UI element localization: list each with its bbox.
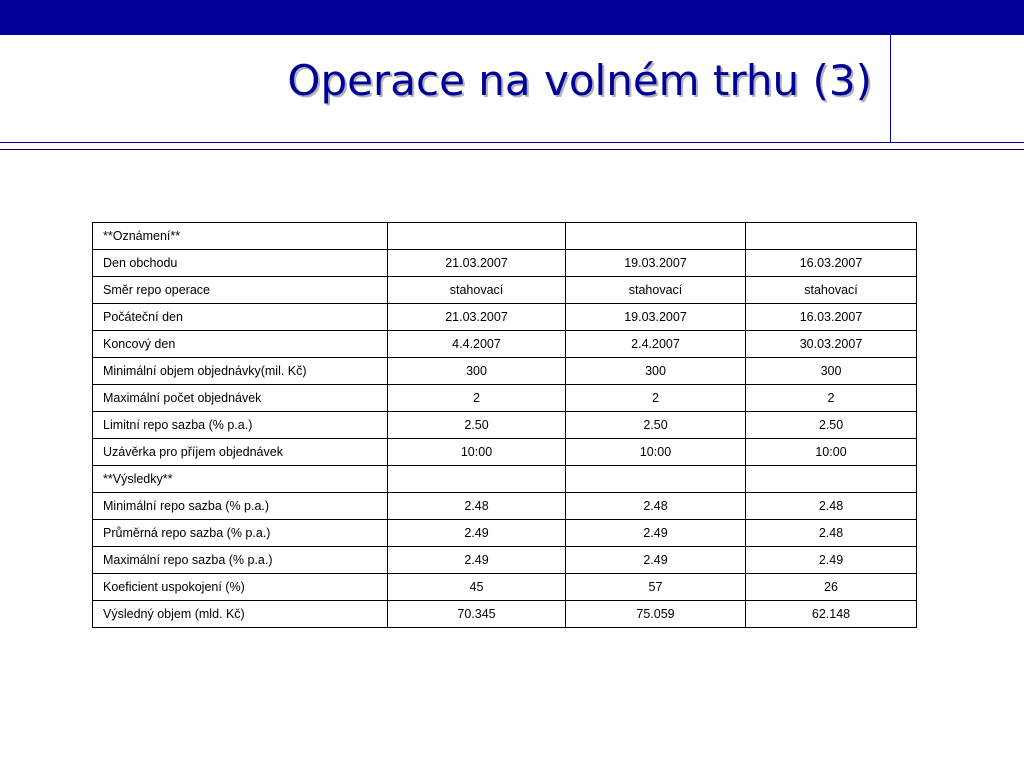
table-row	[93, 304, 917, 331]
table-cell: 2.49	[746, 547, 917, 574]
row-label: Koeficient uspokojení (%)	[93, 574, 388, 601]
row-label: Koncový den	[93, 331, 388, 358]
vertical-divider	[890, 35, 891, 142]
table-row	[93, 331, 917, 358]
table-row	[93, 358, 917, 385]
table-cell: stahovací	[388, 277, 566, 304]
row-label: Minimální objem objednávky(mil. Kč)	[93, 358, 388, 385]
row-label: Uzávěrka pro příjem objednávek	[93, 439, 388, 466]
table-row	[93, 277, 917, 304]
table-cell: 62.148	[746, 601, 917, 628]
table-cell	[566, 466, 746, 493]
table-cell: 2.4.2007	[566, 331, 746, 358]
title-divider-top	[0, 142, 1024, 143]
table-cell: 21.03.2007	[388, 250, 566, 277]
title-divider-bottom	[0, 149, 1024, 150]
table-row	[93, 601, 917, 628]
table-cell: 19.03.2007	[566, 250, 746, 277]
table-cell: 57	[566, 574, 746, 601]
repo-operations-table	[92, 222, 917, 628]
table-cell: 30.03.2007	[746, 331, 917, 358]
table-row	[93, 439, 917, 466]
row-label: Průměrná repo sazba (% p.a.)	[93, 520, 388, 547]
table-row	[93, 493, 917, 520]
table-cell: stahovací	[746, 277, 917, 304]
table-row	[93, 466, 917, 493]
table-cell: 10:00	[746, 439, 917, 466]
table-cell: 2.50	[746, 412, 917, 439]
row-label: Počáteční den	[93, 304, 388, 331]
table-cell: 19.03.2007	[566, 304, 746, 331]
table-cell: 300	[746, 358, 917, 385]
row-label: Maximální repo sazba (% p.a.)	[93, 547, 388, 574]
row-label: **Oznámení**	[93, 223, 388, 250]
table-row	[93, 412, 917, 439]
table-cell: 2.48	[388, 493, 566, 520]
table-body	[93, 223, 917, 628]
table-cell: 2.48	[746, 493, 917, 520]
table-cell: 16.03.2007	[746, 250, 917, 277]
table-cell	[388, 223, 566, 250]
table-cell: 2	[746, 385, 917, 412]
table-cell: 21.03.2007	[388, 304, 566, 331]
row-label: **Výsledky**	[93, 466, 388, 493]
table-row	[93, 223, 917, 250]
table-cell: 16.03.2007	[746, 304, 917, 331]
table-cell: 2.50	[566, 412, 746, 439]
table-cell: 2.49	[566, 520, 746, 547]
table-cell: 2.48	[746, 520, 917, 547]
table-cell: 45	[388, 574, 566, 601]
table-cell	[388, 466, 566, 493]
table-cell: 300	[566, 358, 746, 385]
table-cell: 10:00	[388, 439, 566, 466]
table-cell: 4.4.2007	[388, 331, 566, 358]
table-row	[93, 250, 917, 277]
table-cell	[746, 466, 917, 493]
table-cell: 2.49	[388, 547, 566, 574]
table-cell: 10:00	[566, 439, 746, 466]
table-cell: 2	[388, 385, 566, 412]
table-cell	[746, 223, 917, 250]
row-label: Minimální repo sazba (% p.a.)	[93, 493, 388, 520]
table-cell: 2.50	[388, 412, 566, 439]
row-label: Den obchodu	[93, 250, 388, 277]
table-cell: 2.49	[388, 520, 566, 547]
table-cell: 26	[746, 574, 917, 601]
table-row	[93, 520, 917, 547]
table-cell: 70.345	[388, 601, 566, 628]
header-bar	[0, 0, 1024, 35]
row-label: Výsledný objem (mld. Kč)	[93, 601, 388, 628]
row-label: Limitní repo sazba (% p.a.)	[93, 412, 388, 439]
slide-title: Operace na volném trhu (3)	[287, 56, 872, 105]
row-label: Maximální počet objednávek	[93, 385, 388, 412]
table-cell: 2.48	[566, 493, 746, 520]
table-cell: 75.059	[566, 601, 746, 628]
table-row	[93, 385, 917, 412]
table-cell: 300	[388, 358, 566, 385]
table-row	[93, 547, 917, 574]
row-label: Směr repo operace	[93, 277, 388, 304]
table-cell	[566, 223, 746, 250]
table-cell: 2.49	[566, 547, 746, 574]
table-cell: stahovací	[566, 277, 746, 304]
table-cell: 2	[566, 385, 746, 412]
table-row	[93, 574, 917, 601]
